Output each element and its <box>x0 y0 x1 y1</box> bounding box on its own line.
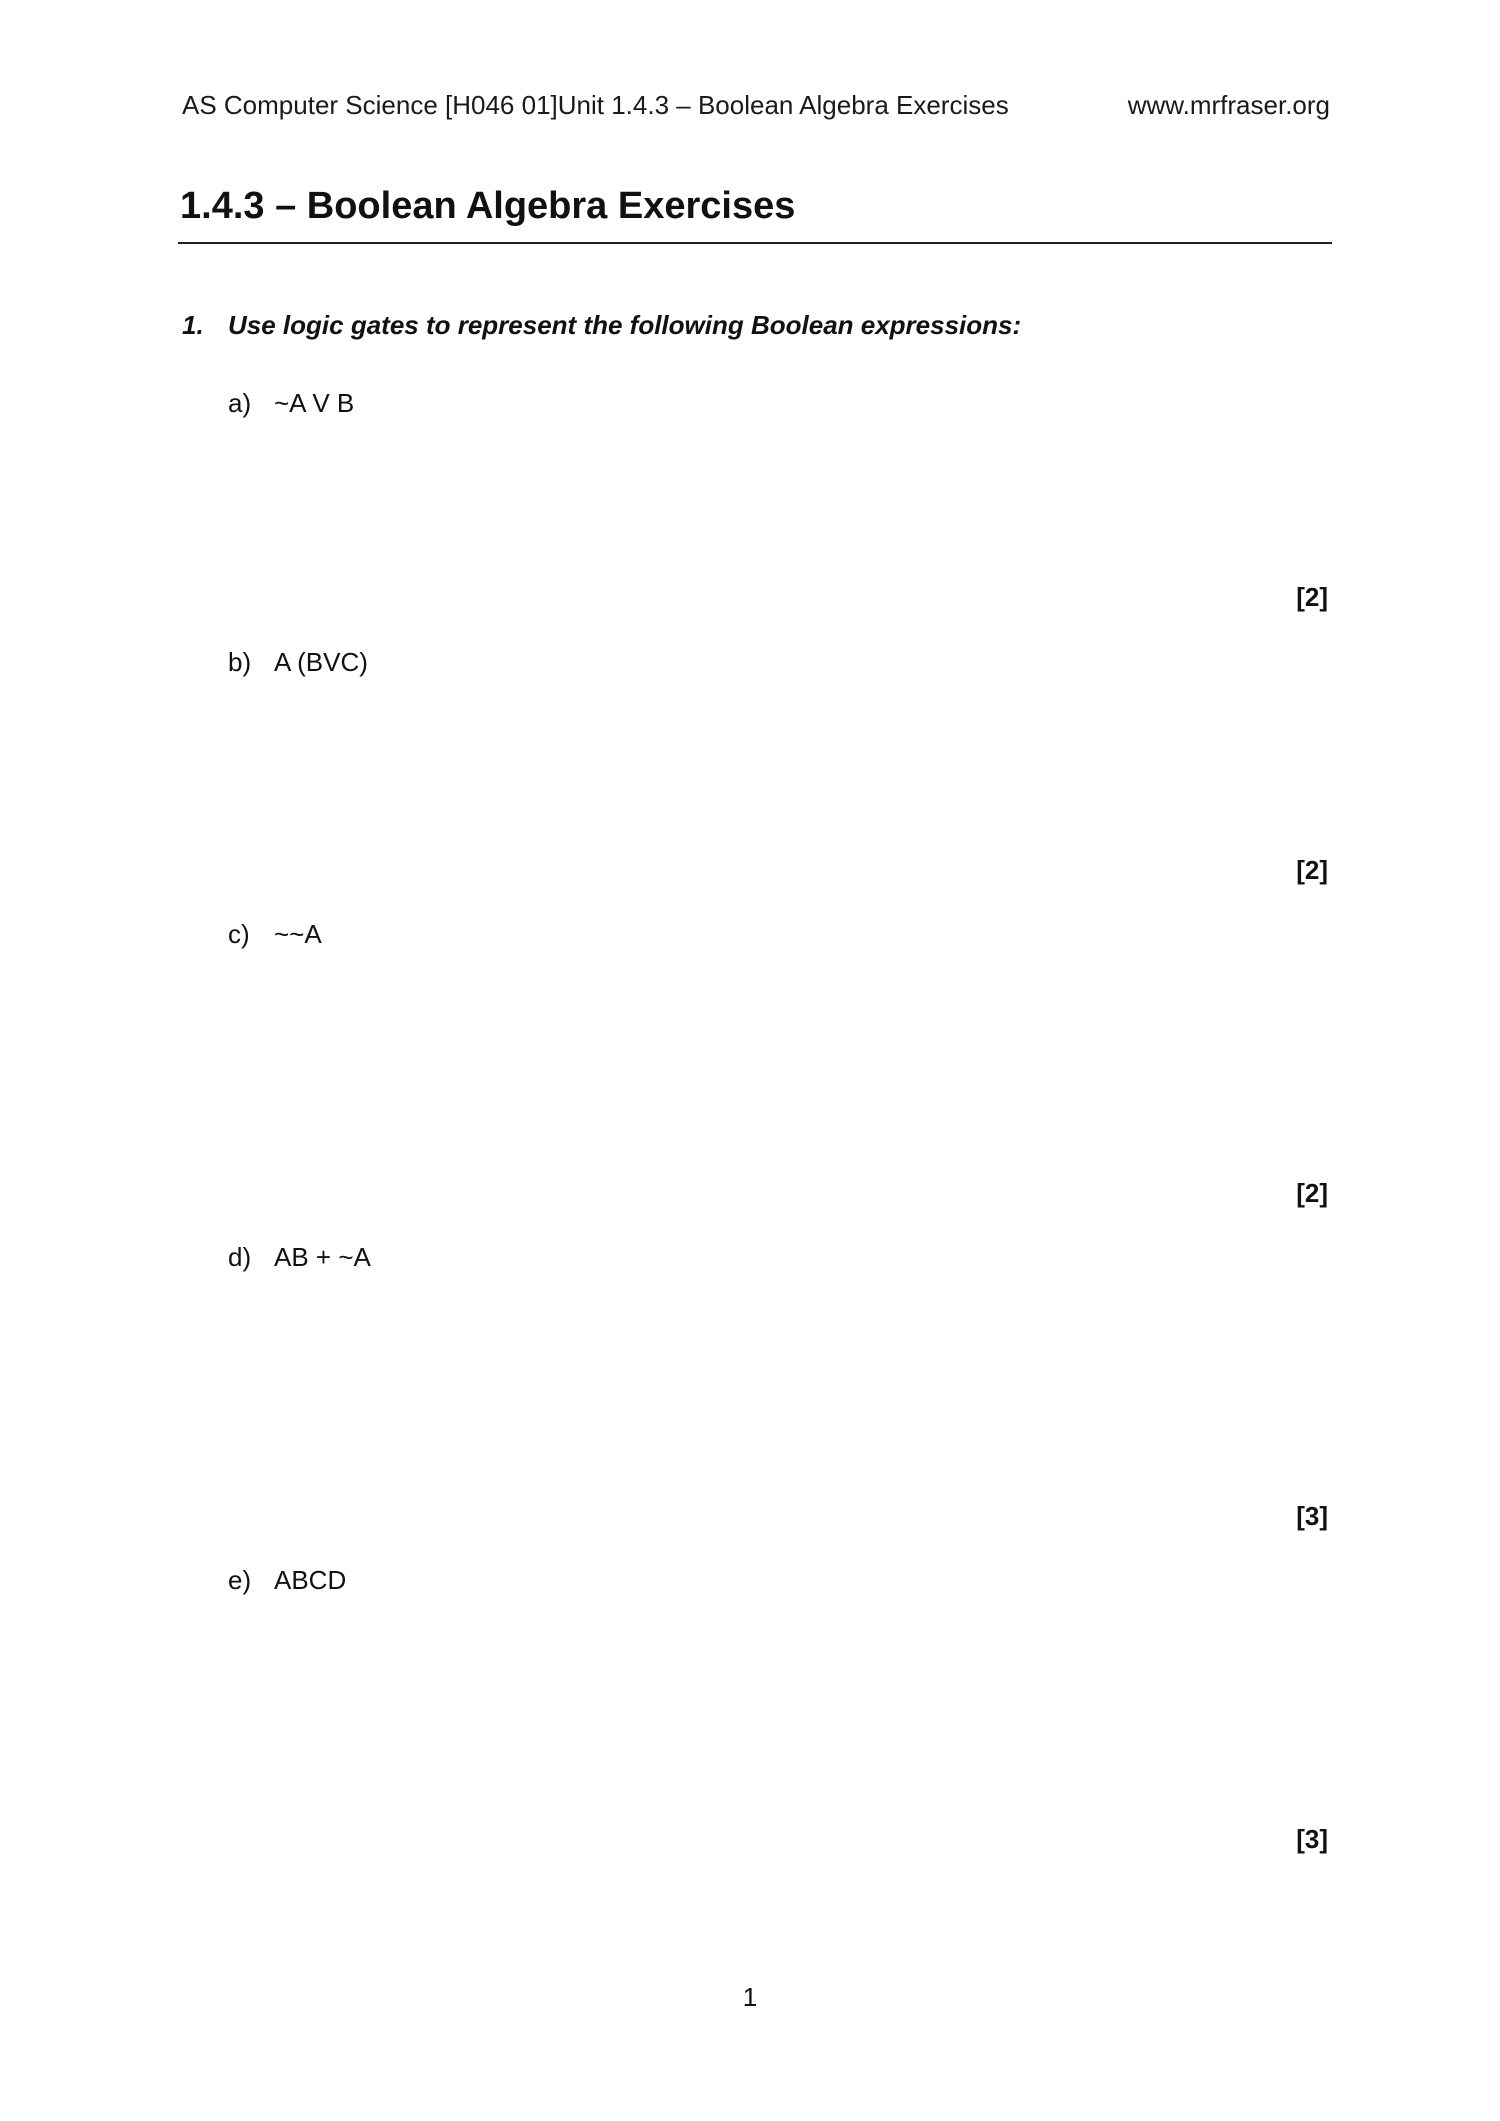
item-a-marks: [2] <box>1296 582 1328 612</box>
item-label: e) <box>228 1565 252 1595</box>
item-label: c) <box>228 919 250 949</box>
item-e <box>228 1565 346 1596</box>
question-1 <box>182 310 1021 341</box>
question-text: Use logic gates to represent the following Boolean expressions: <box>228 310 1022 340</box>
item-c-marks: [2] <box>1296 1178 1328 1208</box>
item-label: a) <box>228 388 252 418</box>
item-c <box>228 919 322 950</box>
item-expression: ABCD <box>274 1565 347 1595</box>
item-d-marks: [3] <box>1296 1501 1328 1531</box>
item-expression: A (BVC) <box>274 647 368 677</box>
item-a <box>228 388 354 419</box>
header-course-title: AS Computer Science [H046 01]Unit 1.4.3 – Boolean Algebra Exercises <box>182 90 1009 120</box>
item-expression: AB + ~A <box>274 1242 371 1272</box>
page-title: 1.4.3 – Boolean Algebra Exercises <box>180 185 796 227</box>
item-e-marks: [3] <box>1296 1824 1328 1854</box>
item-label: d) <box>228 1242 252 1272</box>
header-website: www.mrfraser.org <box>1127 90 1330 120</box>
item-expression: ~~A <box>274 919 322 949</box>
question-number: 1. <box>182 310 204 340</box>
item-b-marks: [2] <box>1296 855 1328 885</box>
item-b <box>228 647 368 678</box>
title-divider <box>178 242 1332 244</box>
item-label: b) <box>228 647 252 677</box>
item-d <box>228 1242 371 1273</box>
page-number: 1 <box>742 1982 758 2012</box>
item-expression: ~A V B <box>274 388 355 418</box>
